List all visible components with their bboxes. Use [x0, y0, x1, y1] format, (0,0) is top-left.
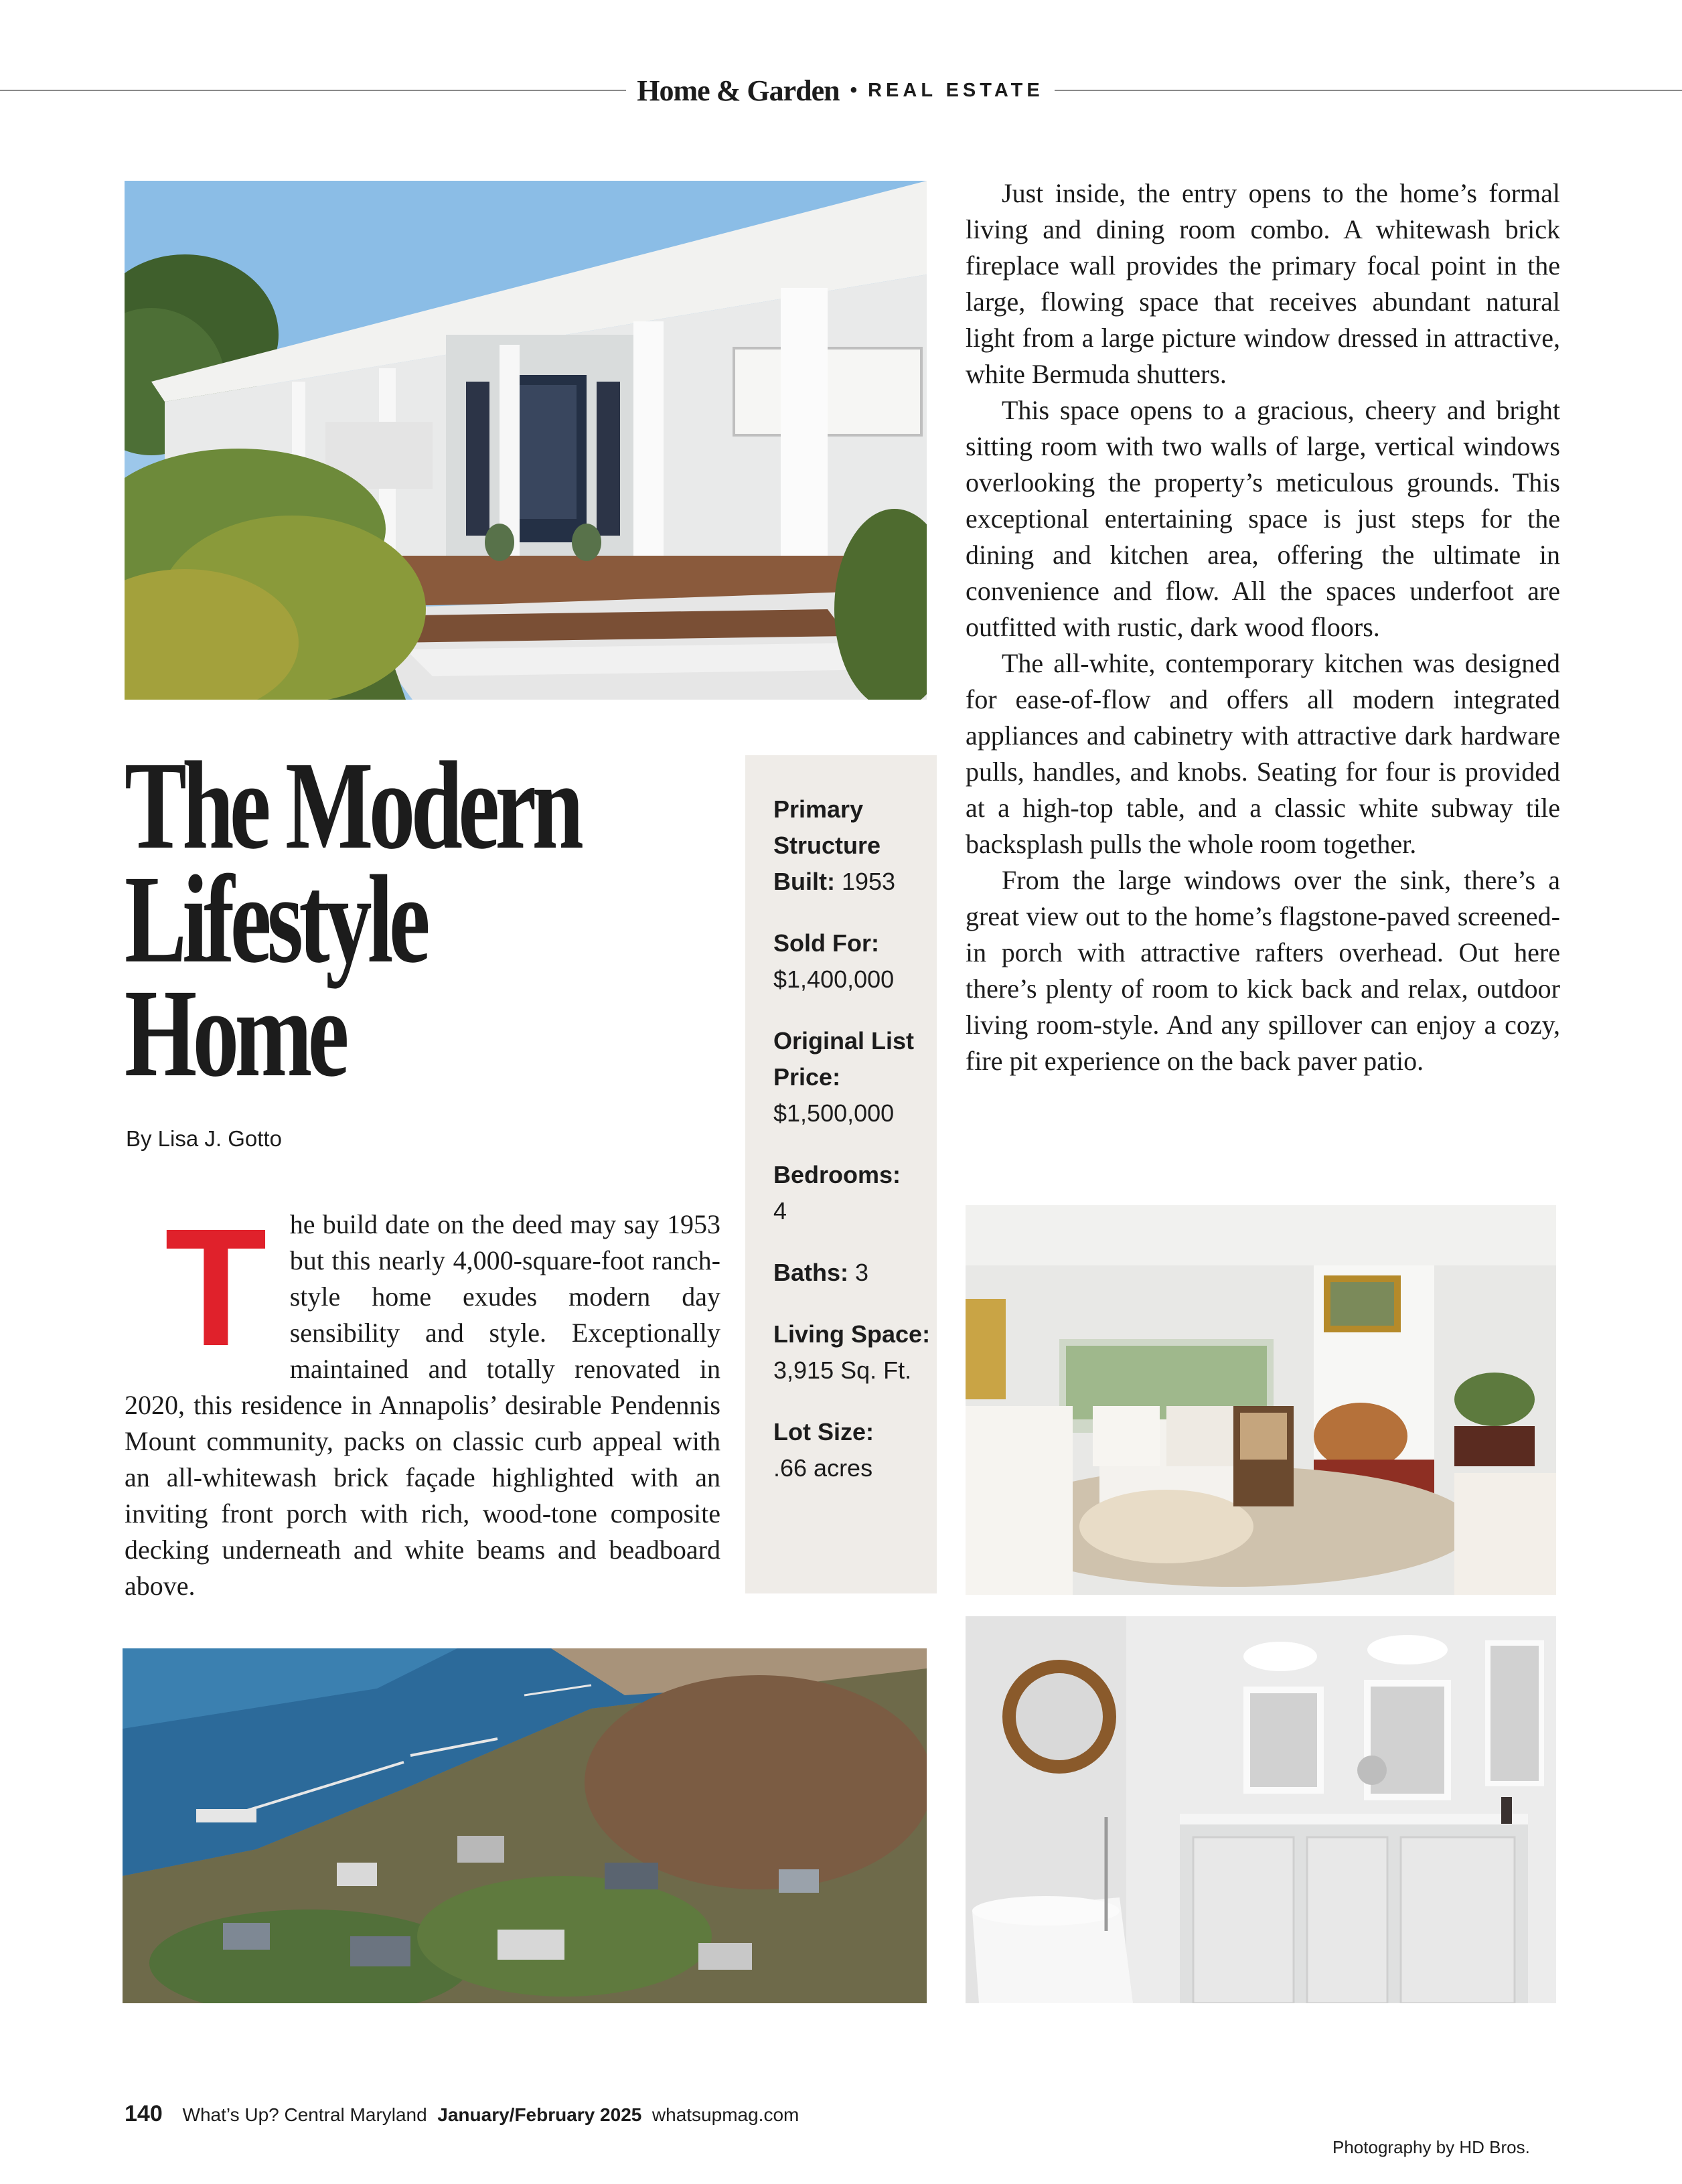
fact-value: 4: [773, 1197, 787, 1225]
magazine-section: Home & Garden: [637, 74, 840, 107]
fact-label: Original List Price:: [773, 1027, 915, 1091]
fact-value: $1,500,000: [773, 1099, 895, 1127]
subsection-label: REAL ESTATE: [868, 79, 1044, 101]
page-number: 140: [125, 2101, 163, 2126]
front-porch-photo: [125, 181, 927, 700]
fact-label: Living Space:: [773, 1320, 931, 1348]
publication-name: What’s Up? Central Maryland: [182, 2104, 427, 2125]
fact-item: [773, 1023, 937, 1132]
fact-item: [773, 1157, 937, 1229]
photo-credit: Photography by HD Bros.: [1332, 2137, 1530, 2157]
issue-date: January/February 2025: [437, 2104, 642, 2125]
fact-item: [773, 1414, 937, 1486]
fact-item: [773, 1316, 937, 1389]
intro-paragraph: he build date on the deed may say 1953 but this nearly 4,000-square-foot ranch-style home exudes modern day sensibility and style. Exceptionally maintained and totally renovated in 2020, this residence in Annapolis’ desirable Pendennis Mount community, packs on classic curb appeal with an all-whitewash brick façade highlighted with an inviting front porch with rich, wood-tone composite decking underneath and white beams and beadboard above.: [125, 1209, 720, 1601]
page-footer: [125, 2101, 799, 2127]
article-title: [125, 735, 580, 1103]
right-column-text: [966, 175, 1560, 1079]
fact-label: Sold For:: [773, 929, 879, 957]
fact-label: Primary Structure Built:: [773, 795, 881, 895]
body-paragraph: The all-white, contemporary kitchen was designed for ease-of-flow and offers all modern integrated appliances and cabinetry with attractive dark hardware pulls, handles, and knobs. Seating for four is provided at a high-top table, and a classic white subway tile backsplash pulls the whole room together.: [966, 648, 1560, 859]
body-paragraph: Just inside, the entry opens to the home’s formal living and dining room combo. A whitewash brick fireplace wall provides the primary focal point in the large, flowing space that receives abundant natural light from a large picture window dressed in attractive, white Bermuda shutters.: [966, 178, 1560, 389]
body-paragraph: From the large windows over the sink, there’s a great view out to the home’s flagstone-paved screened-in porch with attractive rafters overhead. Out here there’s plenty of room to kick back and relax, outdoor living room-style. And any spillover can enjoy a cozy, fire pit experience on the back paver patio.: [966, 865, 1560, 1076]
fact-value: $1,400,000: [773, 965, 895, 993]
living-room-photo: [966, 1205, 1556, 1595]
website-link[interactable]: whatsupmag.com: [652, 2104, 799, 2125]
aerial-photo: [123, 1648, 927, 2003]
fact-item: [773, 925, 937, 998]
byline: By Lisa J. Gotto: [126, 1126, 282, 1151]
property-facts-box: [745, 755, 937, 1593]
header-separator: •: [850, 79, 858, 101]
header-rule-left: [0, 90, 626, 91]
intro-text: [125, 1194, 720, 1604]
drop-cap: T: [165, 1194, 267, 1381]
fact-item: [773, 1255, 937, 1291]
title-line-2: Lifestyle: [125, 849, 427, 989]
bathroom-photo: [966, 1616, 1556, 2003]
fact-label: Bedrooms:: [773, 1161, 901, 1188]
fact-item: [773, 791, 937, 900]
fact-value: 1953: [841, 868, 896, 895]
fact-label: Baths:: [773, 1259, 849, 1286]
section-header: [623, 67, 1058, 114]
header-rule-right: [1055, 90, 1682, 91]
fact-value: 3: [855, 1259, 869, 1286]
body-paragraph: This space opens to a gracious, cheery and bright sitting room with two walls of large, vertical windows overlooking the property’s meticulous grounds. This exceptional entertaining space is just steps for the dining and kitchen area, offering the ultimate in convenience and flow. All the spaces underfoot are outfitted with rustic, dark wood floors.: [966, 395, 1560, 642]
fact-label: Lot Size:: [773, 1418, 874, 1446]
fact-value: 3,915 Sq. Ft.: [773, 1356, 912, 1384]
title-line-3: Home: [125, 963, 345, 1103]
title-line-1: The Modern: [125, 735, 580, 875]
fact-value: .66 acres: [773, 1454, 873, 1482]
